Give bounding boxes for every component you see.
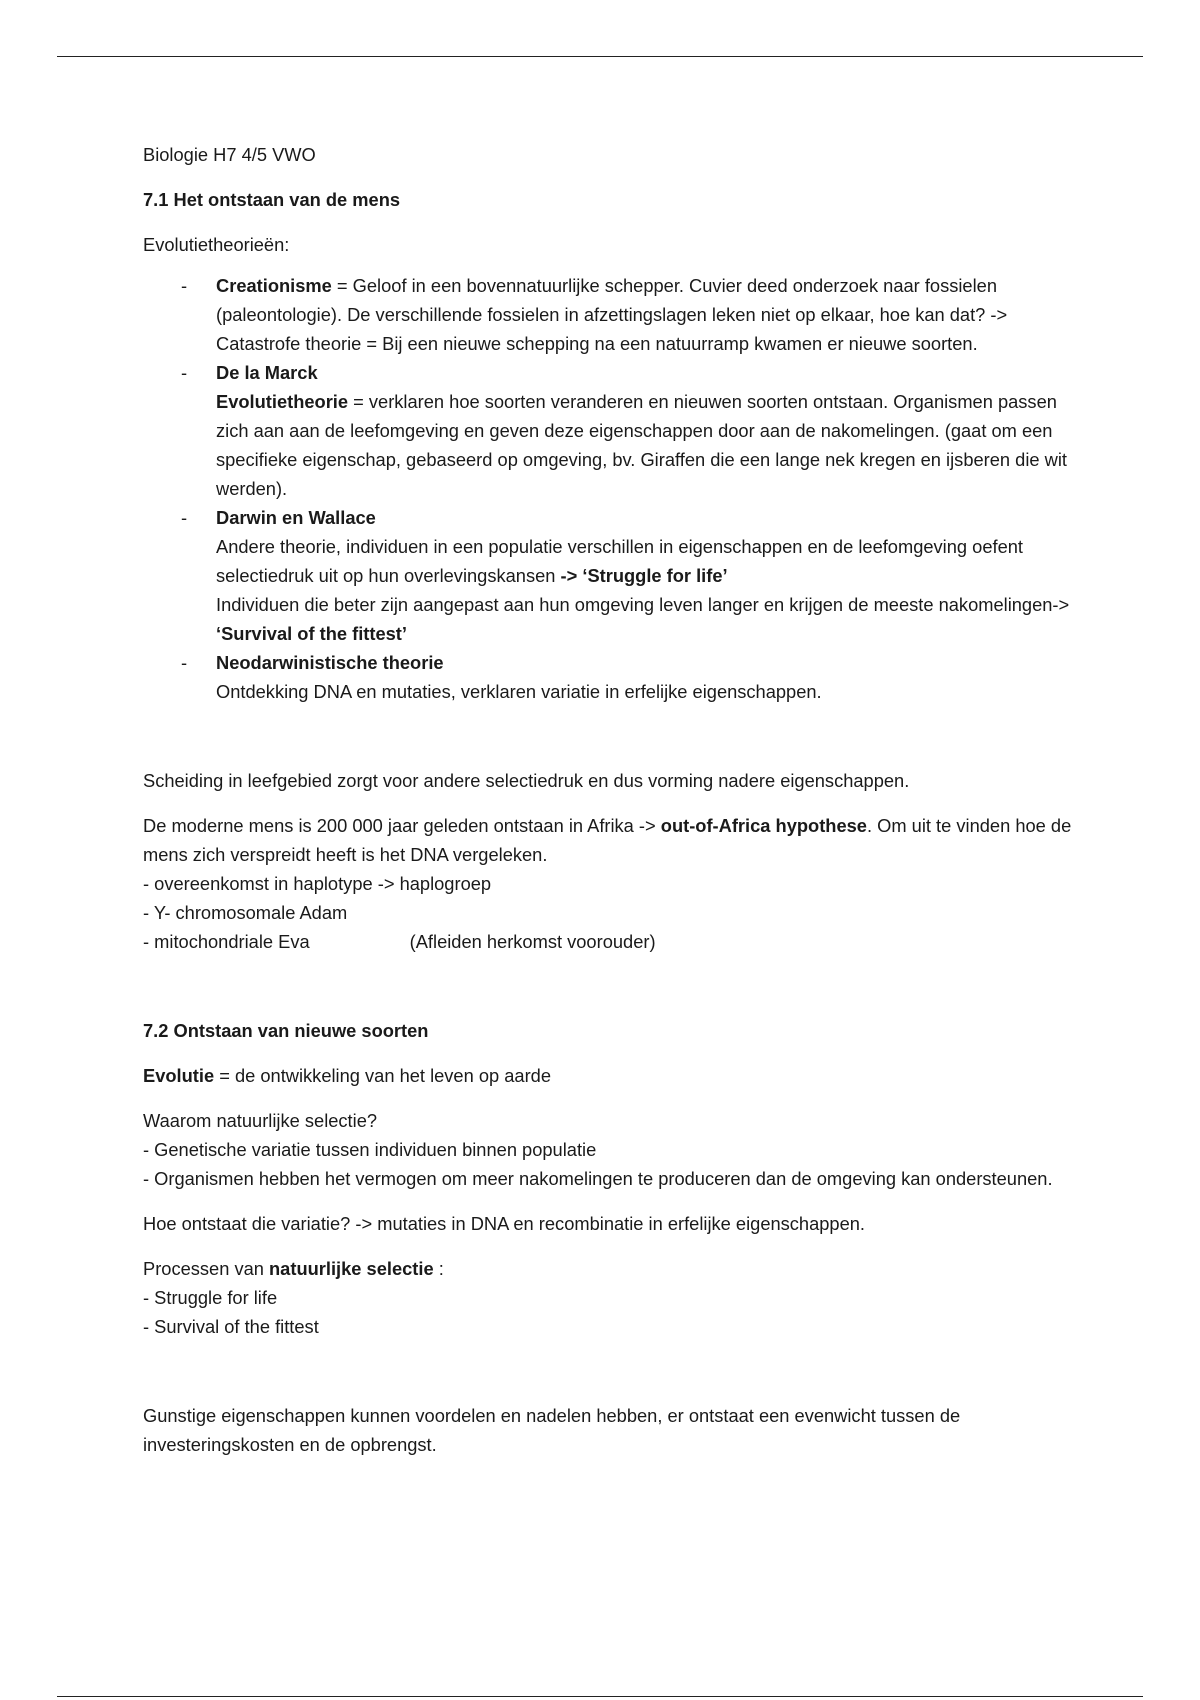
term-creationisme: Creationisme [216,275,332,296]
document-title: Biologie H7 4/5 VWO [143,144,316,165]
term-de-la-marck: De la Marck [216,362,318,383]
footer-rule [57,1696,1143,1697]
variation-paragraph: Hoe ontstaat die variatie? -> mutaties in DNA en recombinatie in erfelijke eigenschappen. [143,1213,866,1234]
list-item: - Neodarwinistische theorie Ontdekking DNA en mutaties, verklaren variatie in erfelijke eigenschappen. [143,648,1073,706]
closing-paragraph: Gunstige eigenschappen kunnen voordelen en nadelen hebben, er ontstaat een evenwicht tussen de investeringskosten en de opbrengst. [143,1405,961,1455]
term-neodarwinisme: Neodarwinistische theorie [216,652,444,673]
bullet-dash: - [181,275,188,296]
separation-paragraph: Scheiding in leefgebied zorgt voor andere selectiedruk en dus vorming nadere eigenschappen. [143,770,910,791]
theories-intro: Evolutietheorieën: [143,234,290,255]
list-item: - De la Marck Evolutietheorie = verklaren hoe soorten veranderen en nieuwen soorten ontstaan. Organismen passen zich aan aan de leefomgeving en geven deze eigenschappen door aan de nakomelingen. (gaat om een specifieke eigenschap, gebaseerd op omgeving, bv. Giraffen die een lange nek kregen en ijsberen die wit werden). [143,358,1073,503]
list-item: - mitochondriale Eva [143,931,310,952]
list-item: - Creationisme = Geloof in een bovennatuurlijke schepper. Cuvier deed onderzoek naar fossielen (paleontologie). De verschillende fossielen in afzettingslagen leken niet op elkaar, hoe kan dat? -> Catastrofe theorie = Bij een nieuwe schepping na een natuurramp kwamen er nieuwe soorten. [143,271,1073,358]
list-item: - Organismen hebben het vermogen om meer nakomelingen te produceren dan de omgeving kan ondersteunen. [143,1168,1053,1189]
processes-paragraph: Processen van natuurlijke selectie : - Struggle for life - Survival of the fittest [143,1258,444,1337]
bullet-dash: - [181,362,188,383]
header-rule [57,56,1143,57]
section-heading-7-2: 7.2 Ontstaan van nieuwe soorten [143,1020,429,1041]
bullet-dash: - [181,507,188,528]
bullet-dash: - [181,652,188,673]
why-selection-paragraph: Waarom natuurlijke selectie? - Genetische variatie tussen individuen binnen populatie - Organismen hebben het vermogen om meer nakomelingen te produceren dan de omgeving kan ondersteunen. [143,1110,1053,1189]
term-darwin-wallace: Darwin en Wallace [216,507,376,528]
section-heading-7-1: 7.1 Het ontstaan van de mens [143,189,401,210]
list-item: - Genetische variatie tussen individuen binnen populatie [143,1139,597,1160]
list-item: - Survival of the fittest [143,1316,319,1337]
list-item: - Y- chromosomale Adam [143,902,348,923]
evolutie-definition: Evolutie = de ontwikkeling van het leven op aarde [143,1065,552,1086]
list-item: - Darwin en Wallace Andere theorie, individuen in een populatie verschillen in eigenschappen en de leefomgeving oefent selectiedruk uit op hun overlevingskansen -> ‘Struggle for life’ Individuen die beter zijn aangepast aan hun omgeving leven langer en krijgen de meeste nakomelingen-> ‘Survival of the fittest’ [143,503,1073,648]
modern-human-paragraph: De moderne mens is 200 000 jaar geleden ontstaan in Afrika -> out-of-Africa hypothese. Om uit te vinden hoe de mens zich verspreidt heeft is het DNA vergeleken. - overeenkomst in haplotype -> haplogroep - Y- chromosomale Adam - mitochondriale Eva (Afleiden herkomst voorouder) [143,815,1072,952]
list-note: (Afleiden herkomst voorouder) [409,931,656,952]
list-item: - overeenkomst in haplotype -> haplogroep [143,873,492,894]
theories-list [143,271,1073,706]
list-item: - Struggle for life [143,1287,278,1308]
term-evolutietheorie: Evolutietheorie [216,391,349,412]
document-body [143,140,1073,1459]
